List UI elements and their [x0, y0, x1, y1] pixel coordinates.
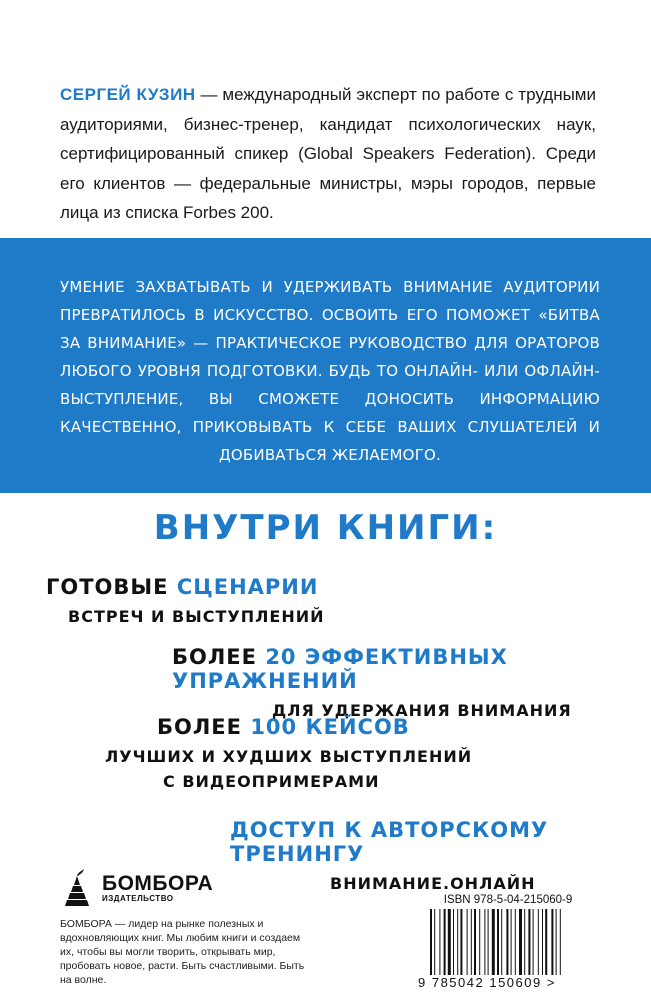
barcode-digits: 9 785042 150609 >: [418, 975, 556, 990]
feature-cases: [105, 715, 473, 791]
author-bio-text: — международный эксперт по работе с трудными аудиториями, бизнес-тренер, кандидат психологических наук, сертифицированный спикер (Global Speakers Federation). Среди его клиентов — федеральные министры, мэры городов, первые лица из списка Forbes 200.: [60, 85, 596, 222]
feature-accent: ДОСТУП К АВТОРСКОМУ ТРЕНИНГУ: [230, 818, 549, 866]
publisher-logo: [60, 868, 213, 908]
publisher-name: БОМБОРА: [102, 872, 214, 895]
feature-training: [230, 818, 651, 893]
barcode-icon: [428, 909, 588, 979]
isbn-label: ISBN 978-5-04-215060-9: [443, 894, 573, 906]
feature-accent: СЦЕНАРИИ: [176, 575, 319, 599]
feature-sub: ДЛЯ УДЕРЖАНИЯ ВНИМАНИЯ: [272, 701, 572, 720]
publisher-description: БОМБОРА — лидер на рынке полезных и вдохновляющих книг. Мы любим книги и создаем их, чтобы вы могли творить, открывать мир, пробовать новое, расти. Быть счастливыми. Быть на волне.: [60, 918, 305, 986]
feature-accent: 20 ЭФФЕКТИВНЫХ УПРАЖНЕНИЙ: [172, 645, 508, 693]
feature-sub: С ВИДЕОПРИМЕРАМИ: [163, 772, 380, 791]
feature-lead: БОЛЕЕ: [157, 715, 251, 739]
author-bio: [60, 80, 596, 228]
feature-lead: ГОТОВЫЕ: [46, 575, 177, 599]
feature-accent: 100 КЕЙСОВ: [250, 715, 410, 739]
feature-sub: ВНИМАНИЕ.ОНЛАЙН: [330, 874, 536, 893]
feature-lead: БОЛЕЕ: [172, 645, 266, 669]
inside-heading: ВНУТРИ КНИГИ:: [153, 508, 498, 548]
feature-exercises: [172, 645, 651, 720]
feature-sub: ЛУЧШИХ И ХУДШИХ ВЫСТУПЛЕНИЙ: [105, 747, 473, 766]
blurb-text: УМЕНИЕ ЗАХВАТЫВАТЬ И УДЕРЖИВАТЬ ВНИМАНИЕ АУДИТОРИИ ПРЕВРАТИЛОСЬ В ИСКУССТВО. ОСВОИТЬ ЕГО ПОМОЖЕТ «БИТВА ЗА ВНИМАНИЕ» — ПРАКТИЧЕСКОЕ РУКОВОДСТВО ДЛЯ ОРАТОРОВ ЛЮБОГО УРОВНЯ ПОДГОТОВКИ. БУДЬ ТО ОНЛАЙН- ИЛИ ОФЛАЙН-ВЫСТУПЛЕНИЕ, ВЫ СМОЖЕТЕ ДОНОСИТЬ ИНФОРМАЦИЮ КАЧЕСТВЕННО, ПРИКОВЫВАТЬ К СЕБЕ ВАШИХ СЛУШАТЕЛЕЙ И ДОБИВАТЬСЯ ЖЕЛАЕМОГО.: [60, 278, 600, 464]
feature-scenarios: [46, 575, 325, 626]
bombora-logo-icon: [60, 868, 94, 908]
publisher-sub: ИЗДАТЕЛЬСТВО: [102, 894, 174, 903]
feature-sub: ВСТРЕЧ И ВЫСТУПЛЕНИЙ: [68, 607, 325, 626]
author-name: СЕРГЕЙ КУЗИН: [60, 85, 196, 104]
